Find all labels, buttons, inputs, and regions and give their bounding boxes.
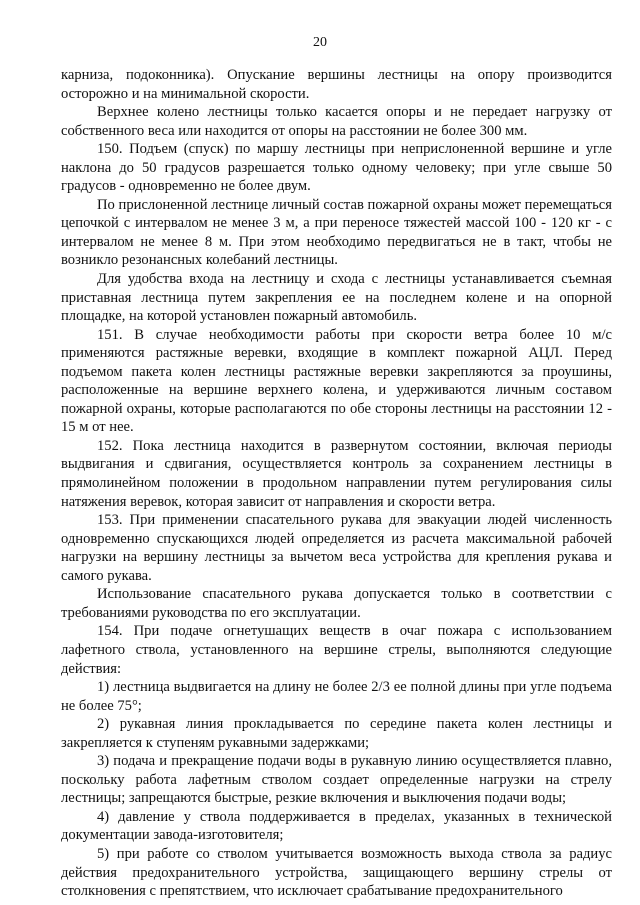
- paragraph-item-154: 154. При подаче огнетушащих веществ в очаг пожара с использованием лафетного ствола, установленного на вершине стрелы, выполняются следующие действия:: [61, 623, 612, 677]
- list-item-2: 2) рукавная линия прокладывается по середине пакета колен лестницы и закрепляется к ступеням рукавными задержками;: [61, 716, 612, 751]
- list-item-5: 5) при работе со стволом учитывается возможность выхода ствола за радиус действия предохранительного устройства, защищающего вершину стрелы от столкновения с препятствием, что исключает срабатывание предохранительного: [61, 845, 612, 900]
- paragraph: Для удобства входа на лестницу и схода с лестницы устанавливается съемная приставная лестница путем закрепления ее на последнем колене и на опорной площадке, на которой установлен пожарный автомобиль.: [61, 271, 612, 325]
- paragraph-item-151: 151. В случае необходимости работы при скорости ветра более 10 м/с применяются растяжные веревки, входящие в комплект пожарной АЦЛ. Перед подъемом пакета колен лестницы растяжные веревки закрепляются за проушины, расположенные на вершине верхнего колена, и удерживаются личным составом пожарной охраны, которые располагаются по обе стороны лестницы на расстоянии 12 - 15 м от нее.: [61, 326, 612, 436]
- paragraph-continuation: карниза, подоконника). Опускание вершины лестницы на опору производится осторожно и на минимальной скорости.: [61, 67, 612, 102]
- paragraph: Верхнее колено лестницы только касается опоры и не передает нагрузку от собственного веса или находится от опоры на расстоянии не более 300 мм.: [61, 104, 612, 139]
- list-item-1: 1) лестница выдвигается на длину не более 2/3 ее полной длины при угле подъема не более 75°;: [61, 679, 612, 714]
- paragraph-item-150: 150. Подъем (спуск) по маршу лестницы при неприслоненной вершине и угле наклона до 50 градусов разрешается только одному человеку; при угле свыше 50 градусов - одновременно не более двум.: [61, 141, 612, 195]
- document-body: [61, 66, 612, 901]
- paragraph-item-153: 153. При применении спасательного рукава для эвакуации людей численность одновременно спускающихся людей определяется из расчета максимальной рабочей нагрузки на вершину лестницы за вычетом веса устройства для крепления рукава и самого рукава.: [61, 512, 612, 584]
- paragraph: По прислоненной лестнице личный состав пожарной охраны может перемещаться цепочкой с интервалом не менее 3 м, а при переносе тяжестей массой 100 - 120 кг - с интервалом не менее 8 м. При этом необходимо передвигаться не в такт, чтобы не возникло резонансных колебаний лестницы.: [61, 196, 612, 269]
- paragraph-item-152: 152. Пока лестница находится в развернутом состоянии, включая периоды выдвигания и сдвигания, осуществляется контроль за сохранением лестницы в прямолинейном положении в продольном направлении путем регулирования силы натяжения веревок, которая зависит от направления и скорости ветра.: [61, 437, 612, 510]
- paragraph: Использование спасательного рукава допускается только в соответствии с требованиями руководства по его эксплуатации.: [61, 586, 612, 621]
- list-item-3: 3) подача и прекращение подачи воды в рукавную линию осуществляется плавно, поскольку работа лафетным стволом создает определенные нагрузки на стрелу лестницы; запрещаются быстрые, резкие включения и выключения подачи воды;: [61, 753, 612, 807]
- list-item-4: 4) давление у ствола поддерживается в пределах, указанных в технической документации завода-изготовителя;: [61, 808, 612, 844]
- page-number: 20: [313, 35, 327, 50]
